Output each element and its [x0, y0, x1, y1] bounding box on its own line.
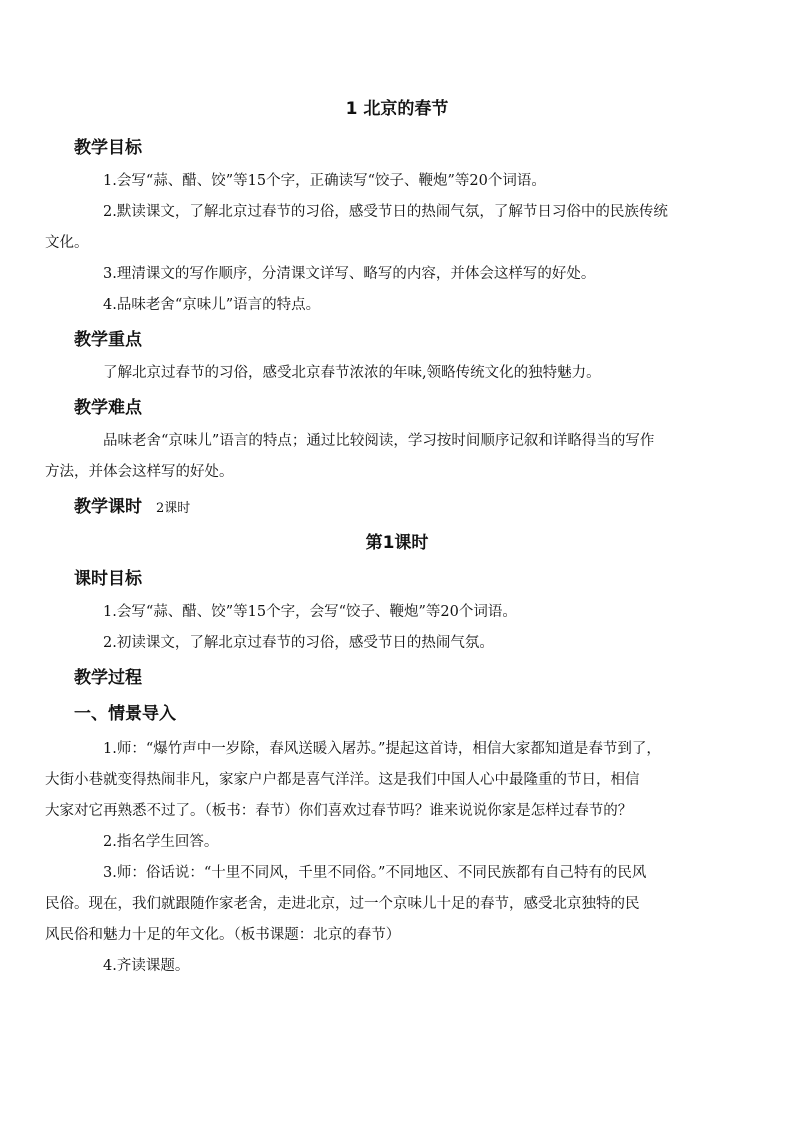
teaching-goals-heading: 教学目标: [74, 138, 142, 158]
teaching-goal-item-3: [74, 259, 724, 290]
text-line: 3.师：俗话说：“十里不同风，千里不同俗。”不同地区、不同民族都有自己特有的民风: [103, 865, 647, 881]
key-points-text: [74, 358, 724, 389]
teaching-hours-heading: 教学课时: [74, 497, 142, 517]
teaching-goal-item-1: [74, 166, 724, 197]
teaching-hours: [74, 496, 190, 520]
text-line: 文化。: [45, 235, 89, 251]
text-line: 民俗。现在，我们就跟随作家老舍，走进北京，过一个京味儿十足的春节，感受北京独特的民: [45, 896, 640, 912]
teaching-goal-item-2: [45, 197, 724, 259]
text-line: 了解北京过春节的习俗，感受北京春节浓浓的年味,领略传统文化的独特魅力。: [103, 365, 601, 381]
teaching-process-heading: 教学过程: [74, 668, 142, 688]
text-line: 2.默读课文，了解北京过春节的习俗，感受节日的热闹气氛，了解节日习俗中的民族传统: [103, 204, 668, 220]
text-line: 2.指名学生回答。: [103, 834, 219, 850]
text-line: 大家对它再熟悉不过了。（板书：春节）你们喜欢过春节吗？谁来说说你家是怎样过春节的？: [45, 803, 633, 819]
text-line: 4.齐读课题。: [103, 958, 190, 974]
lesson-1-title: 第1课时: [365, 533, 429, 553]
text-line: 方法，并体会这样写的好处。: [45, 464, 234, 480]
step-1-heading: 一、情景导入: [74, 704, 176, 724]
text-line: 1.会写“蒜、醋、饺”等15个字，正确读写“饺子、鞭炮”等20个词语。: [103, 173, 546, 189]
step-1-item-1: [45, 734, 724, 827]
text-line: 大街小巷就变得热闹非凡，家家户户都是喜气洋洋。这是我们中国人心中最隆重的节日，相信: [45, 772, 640, 788]
step-1-item-2: [74, 827, 724, 858]
step-1-item-3: [45, 858, 724, 951]
key-points-heading: 教学重点: [74, 330, 142, 350]
difficulties-text: [45, 426, 724, 488]
difficulties-heading: 教学难点: [74, 398, 142, 418]
teaching-hours-value: 2课时: [156, 501, 191, 516]
text-line: 1.会写“蒜、醋、饺”等15个字，会写“饺子、鞭炮”等20个词语。: [103, 604, 517, 620]
text-line: 1.师：“爆竹声中一岁除，春风送暖入屠苏。”提起这首诗，相信大家都知道是春节到了，: [103, 741, 661, 757]
text-line: 2.初读课文，了解北京过春节的习俗，感受节日的热闹气氛。: [103, 635, 494, 651]
text-line: 品味老舍“京味儿”语言的特点；通过比较阅读，学习按时间顺序记叙和详略得当的写作: [103, 433, 655, 449]
lesson-goal-item-1: [74, 597, 724, 628]
lesson-goal-item-2: [74, 628, 724, 659]
text-line: 风民俗和魅力十足的年文化。（板书课题：北京的春节）: [45, 927, 401, 943]
teaching-goal-item-4: [74, 290, 724, 321]
step-1-item-4: [74, 951, 724, 982]
text-line: 3.理清课文的写作顺序，分清课文详写、略写的内容，并体会这样写的好处。: [103, 266, 596, 282]
document-title: 1 北京的春节: [345, 99, 449, 119]
lesson-goals-heading: 课时目标: [74, 569, 142, 589]
text-line: 4.品味老舍“京味儿”语言的特点。: [103, 297, 321, 313]
